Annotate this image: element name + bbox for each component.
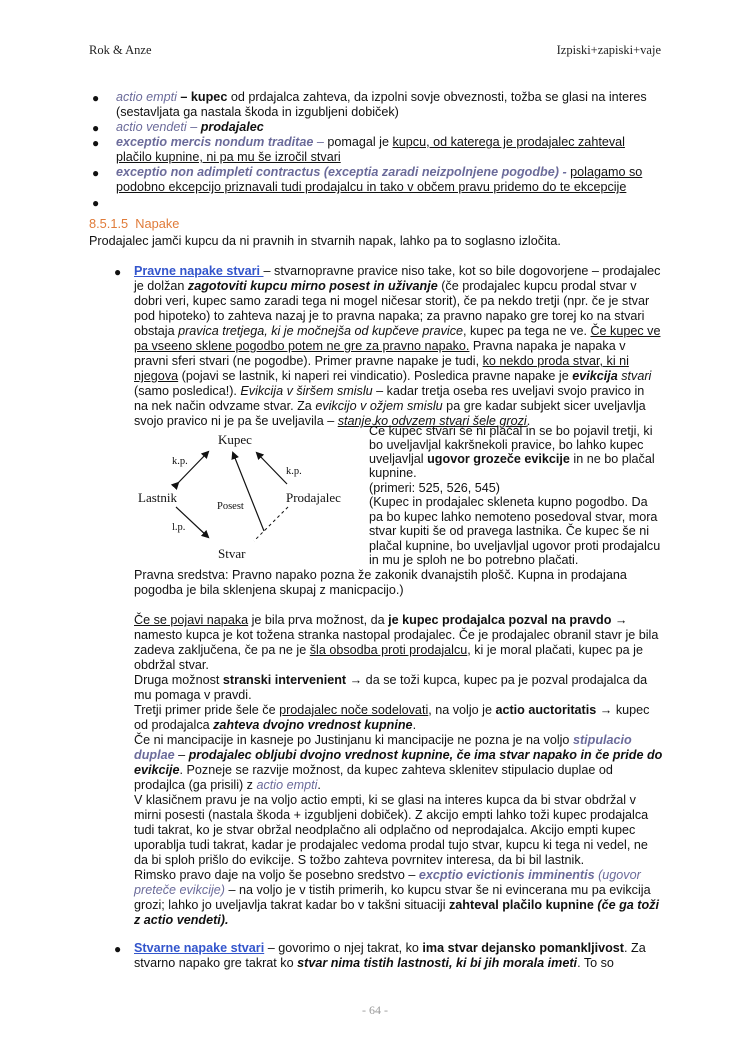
pravne-line [134, 354, 629, 369]
side-line: (Kupec in prodajalec skleneta kupno pogodbo. Da [369, 495, 648, 509]
label-kp-left: k.p. [172, 456, 188, 467]
side-line: bo uveljavljal kakršnekoli pravice, bo lahko kupec [369, 438, 644, 452]
body-line [134, 703, 649, 718]
latin-term: preteče evikcije) [134, 883, 225, 897]
body-line [134, 898, 659, 913]
emphasis: zagotoviti kupcu mirno posest in uživanje [187, 279, 438, 293]
text: je dolžan [134, 279, 188, 293]
list-item-cont [116, 180, 626, 195]
section-heading [89, 216, 179, 231]
emphasis: zahteva dvojno vrednost kupnine [213, 718, 413, 732]
text: stvarno napako gre takrat ko [134, 956, 298, 970]
body-line [134, 718, 416, 733]
list-item [116, 120, 264, 135]
pravne-napake-link[interactable]: Pravne napake stvari [134, 264, 264, 278]
bold-term: prodajalec [200, 120, 264, 134]
list-item [116, 90, 647, 105]
label-posest: Posest [217, 501, 244, 512]
text: od prdajalca zahteva, da izpolni sovje obveznosti, tožba se glasi na interes [227, 90, 647, 104]
text: → da se toži kupca, kupec pa je pozval prodajalca da [346, 673, 648, 687]
text: – na voljo je v tistih primerih, ko kupcu stvar še ni evincerana mu pa evikcija [225, 883, 651, 897]
bullet-icon: ● [114, 942, 122, 956]
pravne-line [134, 324, 660, 339]
latin-term: stipulacio [572, 733, 632, 747]
underlined-text: kupcu, od katerega je prodajalec zahteval [392, 135, 625, 149]
body-line [134, 643, 643, 658]
latin-term: excptio evictionis imminentis [418, 868, 595, 882]
bold-term: kupec [190, 90, 228, 104]
pravne-line [134, 384, 644, 399]
page-number: - 64 - [362, 1003, 388, 1017]
section-number: 8.5.1.5 [89, 216, 129, 231]
text: grozi; lahko jo uveljavlja takrat kadar bo v takšni situaciji [134, 898, 449, 912]
text: , kupec pa tega ne ve. [463, 324, 591, 338]
body-line [134, 748, 662, 763]
node-kupec: Kupec [218, 432, 252, 447]
pravne-line: pod hipoteko) to zahteva nazaj je to pravna napaka; za pravno napako gre torej ko na stvari [134, 309, 645, 323]
text: (če prodajalec kupcu prodal stvar v [437, 279, 637, 293]
emphasis: pravica tretjega, ki je močnejša od kupčeve pravice [178, 324, 464, 338]
side-line: (primeri: 525, 526, 545) [369, 481, 500, 495]
emphasis: z actio vendeti). [134, 913, 229, 927]
text: (samo posledica!). [134, 384, 241, 398]
pravne-line: dobri veri, kupec samo zaradi tega ni mogel ničesar storit), če pa nekdo tretji (npr. če je stvar [134, 294, 650, 308]
list-item [116, 165, 642, 180]
list-item-cont: (sestavljata ga nastala škoda in izgubljeni dobiček) [116, 105, 399, 119]
underlined-text: podobno ekcepcijo priznavali tudi prodajalcu in tako v občem pravu pridemo do te ekcepcije [116, 180, 627, 194]
body-line: mirni posesti (nastala škoda + izgubljeni dobiček). Z akcijo empti lahko toži kupec prodajalca [134, 808, 649, 822]
underlined-emphasis: stanje ko odvzem stvari šele grozi [337, 414, 527, 428]
latin-term: (ugovor [594, 868, 641, 882]
latin-term: exceptio mercis nondum traditae [116, 135, 314, 149]
text: od prodajalca [134, 718, 214, 732]
body-line: pogodba je bila sklenjena skupaj z manicpacijo.) [134, 583, 404, 597]
list-item [116, 135, 625, 150]
emphasis: evikcije [134, 763, 180, 777]
text: (pojavi se lastnik, ki naperi rei vindicatio). Posledica pravne napake je [178, 369, 573, 383]
header-left: Rok & Anze [89, 43, 152, 57]
text: pravni sferi stvari (ne pogodbe). Primer pravne napake je tudi, [134, 354, 483, 368]
body-line: uporablja tudi takrat, kadar je prodajalec vedoma prodal tujo stvar, kupcu ki tega ni vedel, ne [134, 838, 648, 852]
body-line: mu pomaga v pravdi. [134, 688, 252, 702]
text: , ki je moral plačati, kupec pa je [467, 643, 643, 657]
pravne-line [134, 339, 626, 354]
side-line: plačal kupnine, bo uveljavljal ugovor proti prodajalcu [369, 539, 661, 553]
body-line [134, 733, 632, 748]
text: – stvarnopravne pravice niso take, kot so bile dogovorjene – prodajalec [263, 264, 661, 278]
text: . Za [624, 941, 646, 955]
pravne-line [134, 279, 637, 294]
underlined-text: prodajalec noče sodelovati [279, 703, 429, 717]
text: Če ni mancipacije in kasneje po Justinjanu ki mancipacije ne pozna je na voljo [134, 733, 573, 747]
body-line: da bi sploh prišlo do evikcije. S tožbo zahteva povrnitev interesa, da bi bil lastnik. [134, 853, 585, 867]
body-line [134, 778, 321, 793]
text: pa gre kadar subjekt sicer uveljavlja [442, 399, 646, 413]
body-line [134, 868, 641, 883]
emphasis: evikcija [572, 369, 618, 383]
side-line: in mu je sploh ne bo potrebno plačati. [369, 553, 579, 567]
body-line: obdržal stvar. [134, 658, 209, 672]
latin-term: actio empti [116, 90, 177, 104]
sep: – [176, 90, 191, 104]
body-line: Pravna sredstva: Pravno napako pozna že zakonik dvanajstih plošč. Kupna in prodajana [134, 568, 627, 582]
emphasis: Evikcija v širšem smislu [240, 384, 373, 398]
sep: – [186, 120, 201, 134]
text: je bila prva možnost, da [248, 613, 389, 627]
side-line: stvar kupiti še od pravega lastnika. Če kupec še ni [369, 524, 650, 538]
side-line: Če kupec stvari še ni plačal in se bo pojavil tretji, ki [369, 424, 653, 438]
emphasis: prodajalec obljubi dvojno vrednost kupnine, če ima stvar napako in če pride do [188, 748, 663, 762]
text: na nek način odvzame stvar. Za [134, 399, 316, 413]
bold-term: je kupec prodajalca pozval na pravdo → [388, 613, 628, 627]
emphasis: stvar nima tistih lastnosti, ki bi jih morala imeti [297, 956, 578, 970]
pravne-line [134, 399, 646, 414]
bullet-icon: ● [92, 166, 100, 180]
emphasis: (če ga toži [593, 898, 659, 912]
text: Druga možnost [134, 673, 223, 687]
bullet-icon: ● [92, 91, 100, 105]
sep: – [313, 135, 328, 149]
bullet-icon: ● [92, 121, 100, 135]
body-line [134, 763, 613, 778]
sep: - [558, 165, 571, 179]
body-line [134, 613, 628, 628]
text: . [317, 778, 321, 792]
label-lp: l.p. [172, 522, 186, 533]
bold-term: actio auctoritatis [495, 703, 597, 717]
text: uveljavljal [369, 452, 428, 466]
header-right: Izpiski+zapiski+vaje [556, 43, 661, 57]
underlined-text: njegova [134, 369, 179, 383]
pravne-line [134, 264, 660, 279]
text: pomagal je [327, 135, 393, 149]
text: – kadar tretja oseba res uveljavi svojo pravico in [372, 384, 645, 398]
latin-term: duplae [134, 748, 175, 762]
stvarne-line [134, 956, 614, 971]
emphasis: stvari [617, 369, 652, 383]
bullet-icon: ● [114, 265, 122, 279]
text: → kupec [596, 703, 650, 717]
node-lastnik: Lastnik [138, 490, 177, 505]
text: Rimsko pravo daje na voljo še posebno sredstvo – [134, 868, 419, 882]
bold-term: zahteval plačilo kupnine [449, 898, 594, 912]
body-line [134, 913, 228, 928]
text: , na voljo je [428, 703, 496, 717]
list-item-cont [116, 150, 341, 165]
text: . To so [577, 956, 614, 970]
text: zadeva zaključena, če pa ne je [134, 643, 310, 657]
underlined-text: polagamo so [570, 165, 643, 179]
body-line: namesto kupca je kot tožena stranka nastopal prodajalec. Če je prodajalec obranil stavr je bila [134, 628, 659, 642]
bullet-icon: ● [92, 196, 100, 210]
bold-term: ima stvar dejansko pomankljivost [422, 941, 624, 955]
node-prodajalec: Prodajalec [286, 490, 341, 505]
pravne-line [134, 369, 651, 384]
text: Pravna napaka je napaka v [469, 339, 626, 353]
bullet-icon: ● [92, 136, 100, 150]
body-line [134, 673, 647, 688]
bold-term: ugovor grozeče evikcije [427, 452, 570, 466]
latin-term: actio vendeti [116, 120, 187, 134]
text: svojo pravico ni je pa še uveljavila – [134, 414, 338, 428]
emphasis: evikcijo v ožjem smislu [315, 399, 443, 413]
underlined-text: pa vseeno sklene pogodbo potem ne gre za pravno napako. [134, 339, 470, 353]
underlined-text: plačilo kupnine, ni pa mu še izročil stvari [116, 150, 341, 164]
text: – [174, 748, 189, 762]
side-line [369, 452, 655, 467]
section-intro: Prodajalec jamči kupcu da ni pravnih in stvarnih napak, lahko pa to soglasno izločita. [89, 234, 561, 248]
underlined-text: ko nekdo proda stvar, ki ni [482, 354, 629, 368]
body-line [134, 883, 651, 898]
text: . [412, 718, 417, 732]
latin-term: exceptio non adimpleti contractus (exceptia zaradi neizpolnjene pogodbe) [116, 165, 559, 179]
text: Tretji primer pride šele če [134, 703, 280, 717]
stvarne-line [134, 941, 646, 956]
body-line: tudi takrat, ko je stvar obržal neodplačno ali odplačno od neprodajalca. Akcijo empti kupec [134, 823, 636, 837]
label-kp-right: k.p. [286, 466, 302, 477]
underlined-text: Če se pojavi napaka [134, 613, 249, 627]
stvarne-napake-link[interactable]: Stvarne napake stvari [134, 941, 265, 955]
text: obstaja [134, 324, 179, 338]
node-stvar: Stvar [218, 546, 246, 561]
side-line: kupnine. [369, 466, 417, 480]
section-title: Napake [135, 216, 180, 231]
text: . Pozneje se razvije možnost, da kupec zahteva sklenitev stipulacio duplae od [179, 763, 613, 777]
eviction-diagram [130, 420, 370, 570]
bold-term: stranski intervenient [222, 673, 347, 687]
text: in ne bo plačal [569, 452, 655, 466]
underlined-text: Če kupec ve [590, 324, 661, 338]
body-line: V klasičnem pravu je na voljo actio empti, ki se glasi na interes kupca da bi stvar obdržal v [134, 793, 636, 807]
side-line: pa bo kupec lahko nemoteno posedoval stvar, mora [369, 510, 658, 524]
text: . [526, 414, 531, 428]
latin-term: actio empti [256, 778, 318, 792]
text: prodajlca (ga prisili) z [134, 778, 257, 792]
underlined-text: šla obsodba proti prodajalcu [309, 643, 468, 657]
text: – govorimo o njej takrat, ko [264, 941, 423, 955]
